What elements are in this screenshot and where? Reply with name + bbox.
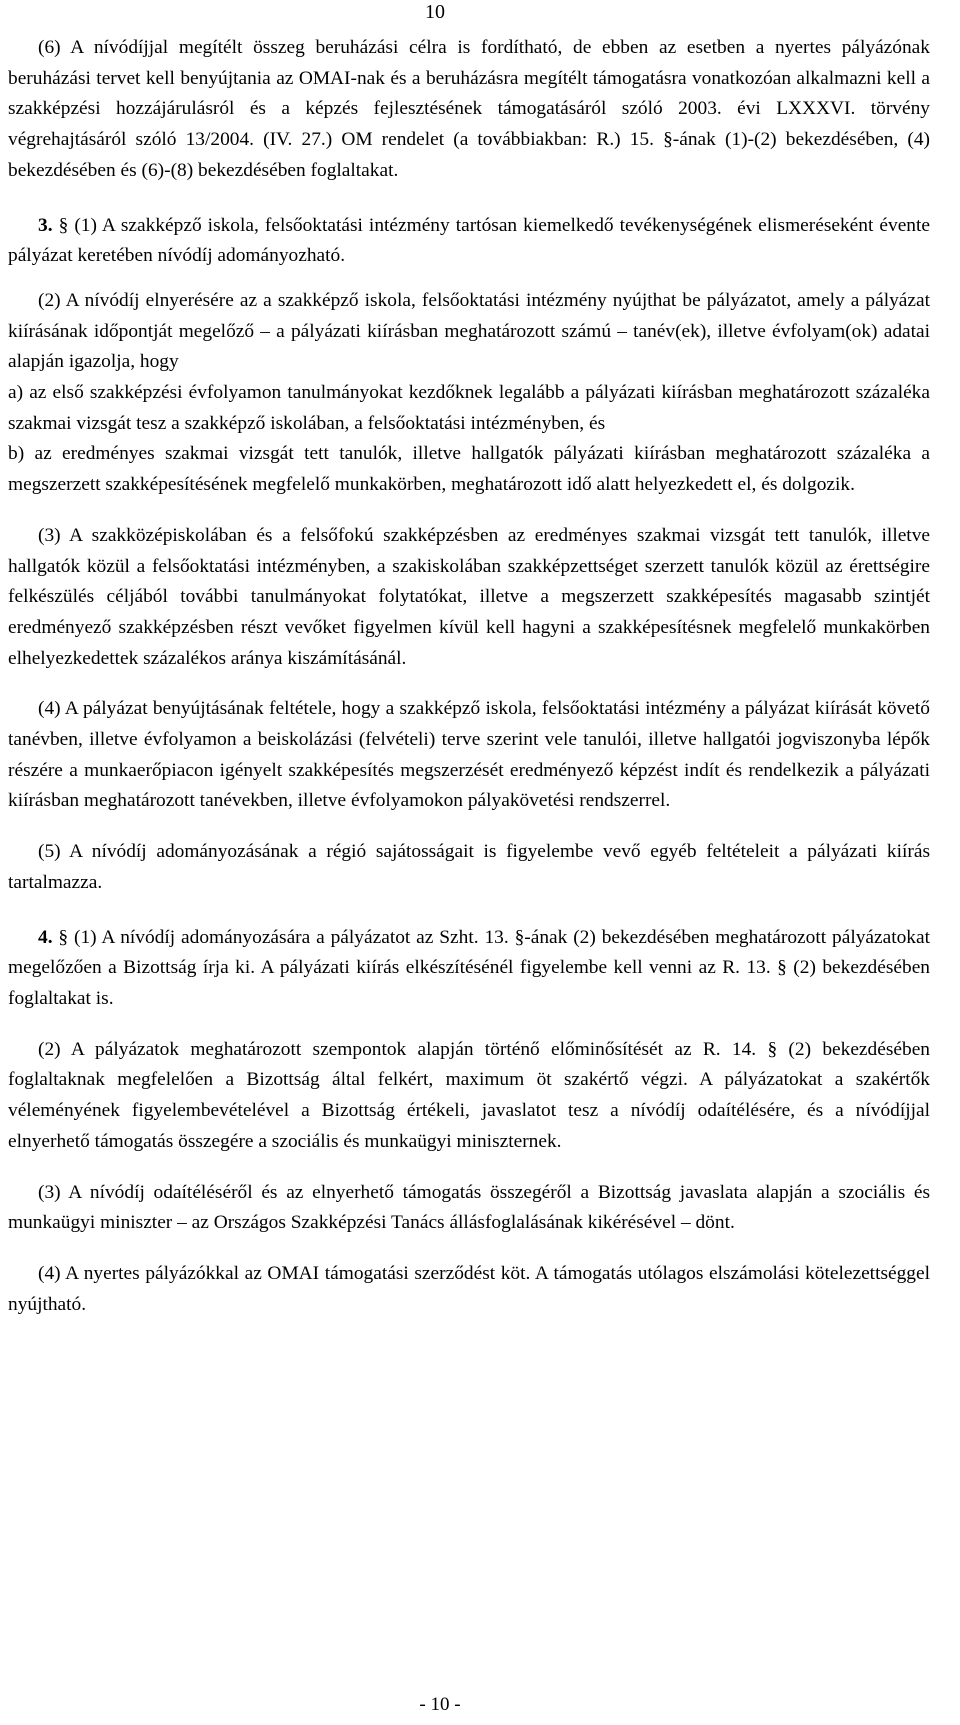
section-3-paragraph-2-item-b: b) az eredményes szakmai vizsgát tett tanulók, illetve hallgatók pályázati kiírásban meghatározott százaléka a megszerzett szakképesítésének megfelelő munkakörben, meghatározott idő alatt helyezkedett el, és dolgozik.: [8, 443, 930, 496]
section-4-paragraph-1: [8, 923, 930, 1015]
document-body: [8, 33, 930, 1320]
section-3-paragraph-2: (2) A nívódíj elnyerésére az a szakképző iskola, felsőoktatási intézmény nyújthat be pályázatot, amely a pályázat kiírásának időpontját megelőző – a pályázati kiírásban meghatározott számú – tanév(ek), illetve évfolyam(ok) adatai alapján igazolja, hogy: [8, 289, 930, 373]
section-3-paragraph-5: (5) A nívódíj adományozásának a régió sajátosságait is figyelembe vevő egyéb feltételeit a pályázati kiírás tartalmazza.: [8, 841, 930, 893]
section-3-number: 3.: [38, 214, 53, 236]
page-number-top: 10: [425, 1, 445, 23]
section-4-number: 4.: [38, 926, 53, 948]
section-3-paragraph-3: (3) A szakközépiskolában és a felsőfokú szakképzésben az eredményes szakmai vizsgát tett tanulók, illetve hallgatók közül a felsőoktatási intézményben, a szakiskolában szakképzettséget szerzett tanulók közül az érettségire felkészülés céljából további tanulmányokat folytatókat, illetve a megszerzett szakképesítés magasabb szintjét eredményező szakképzésben részt vevőket figyelmen kívül kell hagyni a szakképesítésnek megfelelő munkakörben elhelyezkedettek százalékos aránya kiszámításánál.: [8, 524, 930, 669]
section-4-paragraph-3: (3) A nívódíj odaítéléséről és az elnyerhető támogatás összegéről a Bizottság javaslata alapján a szociális és munkaügyi miniszter – az Országos Szakképzési Tanács állásfoglalásának kikérésével – dönt.: [8, 1181, 930, 1234]
section-4-paragraph-2: (2) A pályázatok meghatározott szempontok alapján történő előminősítését az R. 14. § (2) bekezdésében foglaltaknak megfelelően a Bizottság által felkért, maximum öt szakértő végzi. A pályázatokat a szakértők véleményének figyelembevételével a Bizottság értékeli, javaslatot tesz a nívódíj odaítélésére, és a nívódíjjal elnyerhető támogatás összegére a szociális és munkaügyi miniszternek.: [8, 1038, 930, 1152]
section-3-paragraph-1: [8, 211, 930, 272]
section-3-paragraph-1-text: § (1) A szakképző iskola, felsőoktatási intézmény tartósan kiemelkedő tevékenységének elismeréseként évente pályázat keretében nívódíj adományozható.: [8, 214, 930, 267]
section-3-paragraph-4: (4) A pályázat benyújtásának feltétele, hogy a szakképző iskola, felsőoktatási intézmény a pályázat kiírását követő tanévben, illetve évfolyamon a beiskolázási (felvételi) terve szerint vele tanulói, illetve hallgatói jogviszonyba lépők részére a munkaerőpiacon igényelt szakképesítés megszerzését eredményező képzést indít és rendelkezik a pályázati kiírásban meghatározott tanévekben, illetve évfolyamokon pályakövetési rendszerrel.: [8, 698, 930, 812]
section-4-paragraph-1-text: § (1) A nívódíj adományozására a pályázatot az Szht. 13. §-ának (2) bekezdésében meghatározott pályázatokat megelőzően a Bizottság írja ki. A pályázati kiírás elkészítésénél figyelembe kell venni az R. 13. § (2) bekezdésében foglaltakat is.: [8, 926, 930, 1009]
section-4-paragraph-4: (4) A nyertes pályázókkal az OMAI támogatási szerződést köt. A támogatás utólagos elszámolási kötelezettséggel nyújtható.: [8, 1262, 930, 1315]
section-3-paragraph-2-item-a: a) az első szakképzési évfolyamon tanulmányokat kezdőknek legalább a pályázati kiírásban meghatározott százaléka szakmai vizsgát tesz a szakképző iskolában, a felsőoktatási intézményben, és: [8, 382, 930, 434]
page-number-bottom: - 10 -: [419, 1694, 461, 1715]
paragraph-6: (6) A nívódíjjal megítélt összeg beruházási célra is fordítható, de ebben az esetben a nyertes pályázónak beruházási tervet kell benyújtania az OMAI-nak és a beruházásra megítélt támogatásra vonatkozóan alkalmazni kell a szakképzési hozzájárulásról és a képzés fejlesztésének támogatásáról szóló 2003. évi LXXXVI. törvény végrehajtásáról szóló 13/2004. (IV. 27.) OM rendelet (a továbbiakban: R.) 15. §-ának (1)-(2) bekezdésében, (4) bekezdésében és (6)-(8) bekezdésében foglaltakat.: [8, 37, 930, 181]
